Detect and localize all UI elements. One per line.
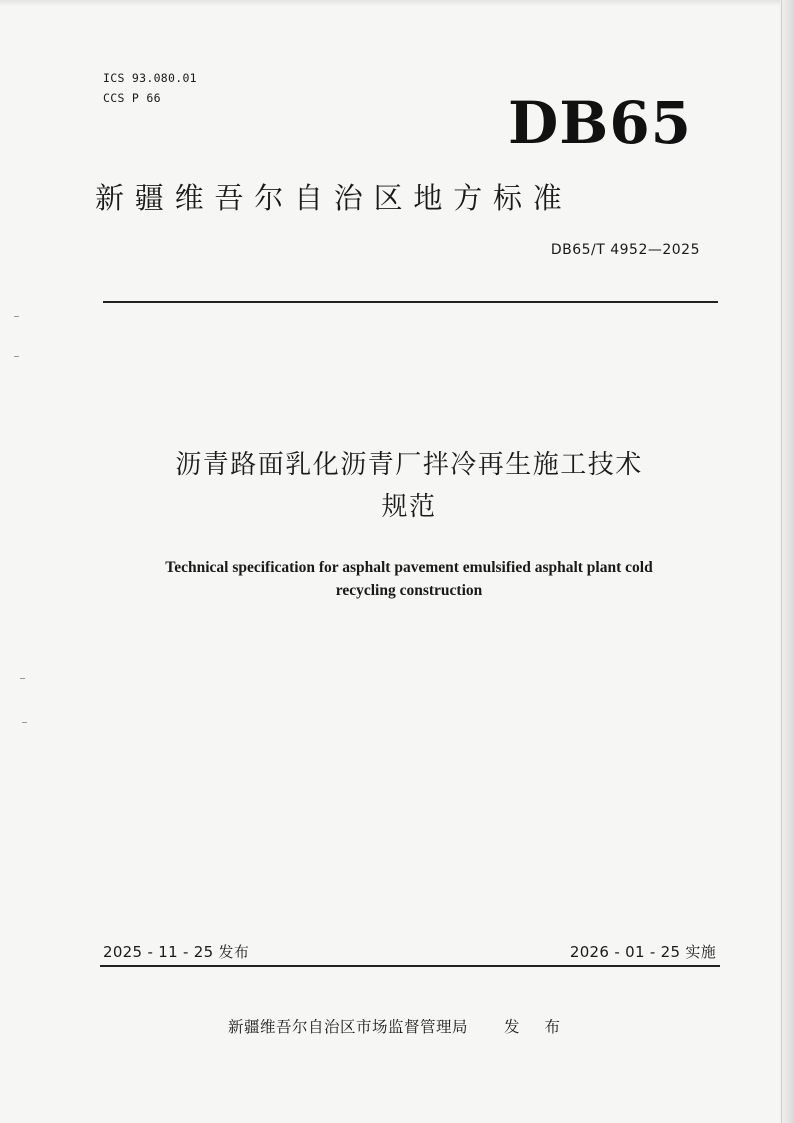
scan-edge-line (781, 0, 782, 1123)
issuer-title: 新疆维吾尔自治区地方标准 (95, 181, 573, 215)
publisher-line (228, 1015, 570, 1039)
db65-logo: DB65 (508, 89, 693, 157)
standard-number: DB65/T 4952—2025 (550, 242, 700, 258)
title-en-line2: recycling construction (335, 582, 483, 599)
scan-top-edge (0, 0, 794, 6)
scan-speck (14, 316, 19, 317)
title-cn-line2: 规范 (381, 492, 437, 522)
scan-speck (14, 356, 19, 357)
title-en-line1: Technical specification for asphalt pavement emulsified asphalt plant cold (165, 559, 653, 576)
ics-code: ICS 93.080.01 (103, 71, 197, 85)
header-divider (103, 301, 718, 303)
document-title-cn (95, 444, 723, 528)
document-title-en (95, 556, 723, 602)
implementation-date: 2026 - 01 - 25 实施 (569, 943, 716, 961)
footer-divider (100, 965, 720, 967)
publish-verb: 发 布 (504, 1018, 570, 1036)
scan-speck (20, 678, 25, 679)
publisher-name: 新疆维吾尔自治区市场监督管理局 (228, 1018, 469, 1036)
title-cn-line1: 沥青路面乳化沥青厂拌冷再生施工技术 (175, 450, 643, 480)
classification-codes (103, 68, 197, 108)
scan-right-edge (780, 0, 794, 1123)
issue-date: 2025 - 11 - 25 发布 (103, 943, 250, 961)
ccs-code: CCS P 66 (103, 91, 161, 105)
scan-speck (22, 722, 27, 723)
